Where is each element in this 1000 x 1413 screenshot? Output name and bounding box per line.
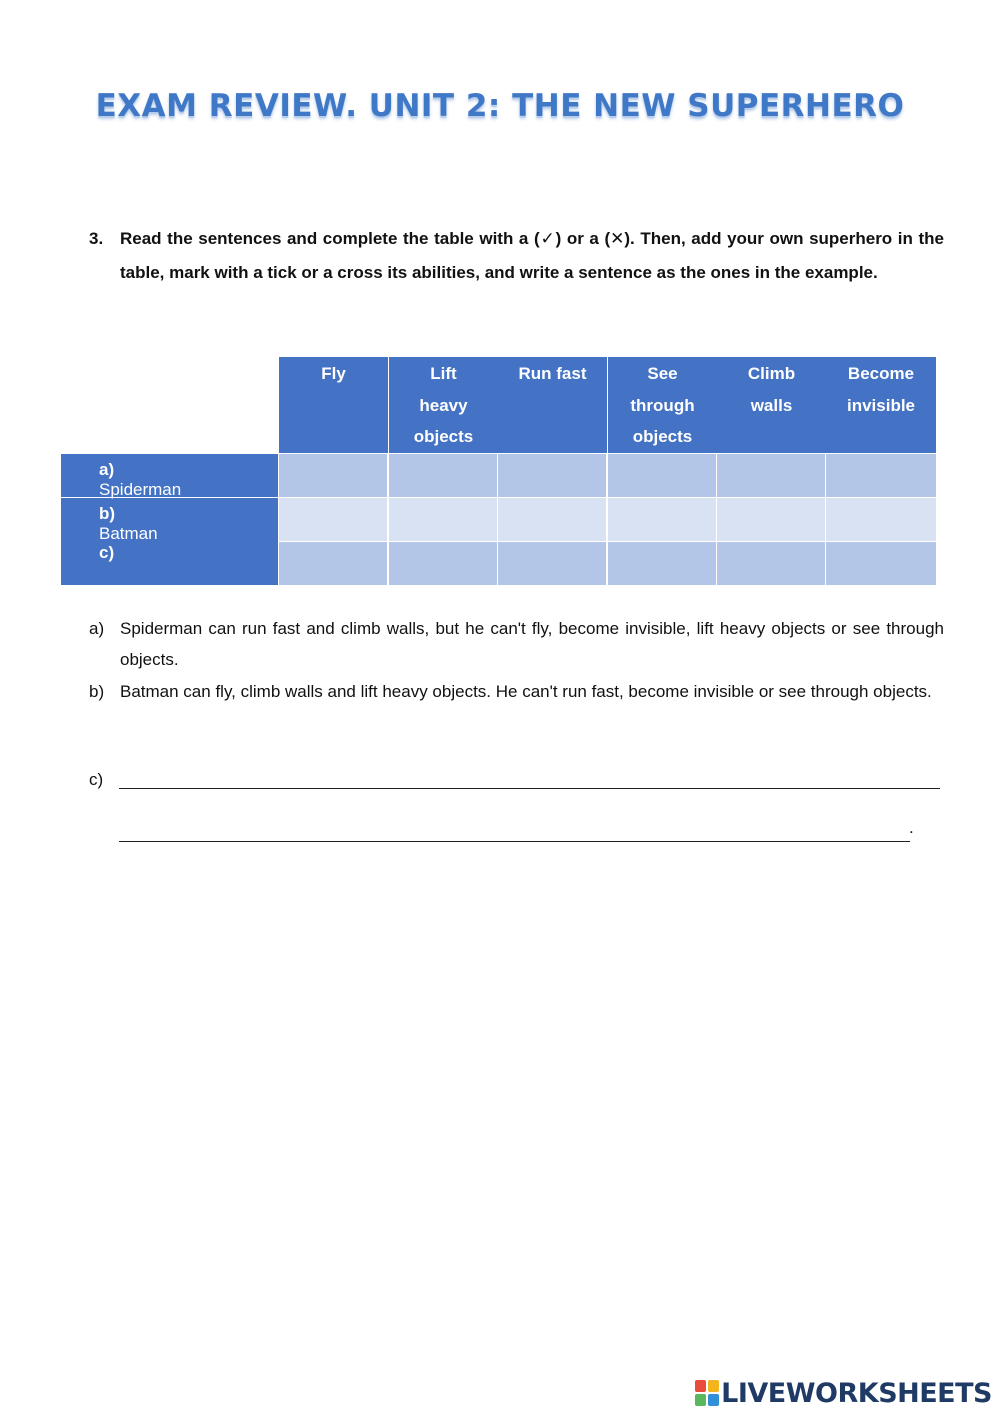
answer-cell[interactable] [608, 454, 716, 497]
answer-cell[interactable] [498, 542, 606, 585]
sentence-letter: b) [89, 682, 105, 701]
column-header [608, 357, 717, 453]
logo-block [708, 1394, 719, 1406]
sentence-text: Spiderman can run fast and climb walls, but he can't fly, become invisible, lift heavy objects or see through objects. [120, 619, 944, 669]
cross-symbol: ✕ [610, 229, 625, 249]
answer-cell[interactable] [717, 542, 825, 585]
row-label [99, 543, 129, 563]
example-sentence-b [89, 676, 944, 707]
column-header-line: Become [847, 364, 915, 383]
answer-cell[interactable] [608, 498, 716, 541]
column-header [498, 357, 607, 453]
column-header-line: invisible [846, 395, 916, 415]
tick-symbol: ✓ [539, 229, 556, 249]
column-header [279, 357, 388, 453]
row-letter: a) [99, 460, 115, 479]
task-number: 3. [89, 229, 104, 248]
answer-cell[interactable] [389, 454, 497, 497]
column-header-line: Fly [321, 364, 346, 383]
example-sentence-a [89, 613, 944, 675]
row-label-bc [61, 498, 278, 585]
column-header-line: heavy [419, 395, 468, 415]
row-superhero-name: Spiderman [99, 480, 182, 499]
answer-cell[interactable] [498, 498, 606, 541]
column-header-line: objects [413, 427, 474, 446]
row-label [99, 504, 158, 544]
answer-cell[interactable] [826, 542, 936, 585]
column-header [717, 357, 826, 453]
column-header-line: objects [632, 427, 693, 446]
liveworksheets-logo [695, 1376, 992, 1410]
answer-end-mark: . [909, 818, 914, 837]
answer-letter: c) [89, 770, 104, 789]
answer-cell[interactable] [826, 498, 936, 541]
answer-cell[interactable] [279, 542, 387, 585]
answer-cell[interactable] [826, 454, 936, 497]
answer-cell[interactable] [717, 454, 825, 497]
column-header-line: Climb [747, 364, 796, 383]
answer-cell[interactable] [279, 498, 387, 541]
logo-block [695, 1394, 706, 1406]
column-header [826, 357, 936, 453]
answer-cell[interactable] [389, 542, 497, 585]
row-label [99, 460, 181, 500]
logo-text: LIVEWORKSHEETS [721, 1377, 992, 1409]
task-text: Read the sentences and complete the table with a (✓) or a (✕). Then, add your own superhero in the table, mark with a tick or a cross its abilities, and write a sentence as the ones in the example. [120, 229, 944, 282]
logo-blocks-icon [695, 1380, 719, 1406]
answer-cell[interactable] [717, 498, 825, 541]
logo-block [708, 1380, 719, 1392]
task-instructions [89, 222, 944, 289]
row-letter: b) [99, 504, 116, 523]
answer-cell[interactable] [279, 454, 387, 497]
column-header-line: through [630, 395, 695, 415]
sentence-letter: a) [89, 619, 105, 638]
column-header-line: Lift [430, 364, 457, 383]
logo-block [695, 1380, 706, 1392]
row-superhero-name: Batman [99, 524, 158, 543]
column-header-line: See [647, 364, 678, 383]
answer-cell[interactable] [608, 542, 716, 585]
sentence-text: Batman can fly, climb walls and lift heavy objects. He can't run fast, become invisible or see through objects. [120, 682, 932, 701]
row-letter: c) [99, 543, 115, 562]
answer-line-2[interactable] [119, 841, 910, 842]
answer-line-1[interactable] [119, 788, 940, 789]
column-header-line: Run fast [518, 364, 587, 383]
answer-cell[interactable] [498, 454, 606, 497]
answer-cell[interactable] [389, 498, 497, 541]
worksheet-title: EXAM REVIEW. UNIT 2: THE NEW SUPERHERO [95, 88, 905, 124]
column-header [389, 357, 498, 453]
column-header-line: walls [750, 395, 793, 415]
